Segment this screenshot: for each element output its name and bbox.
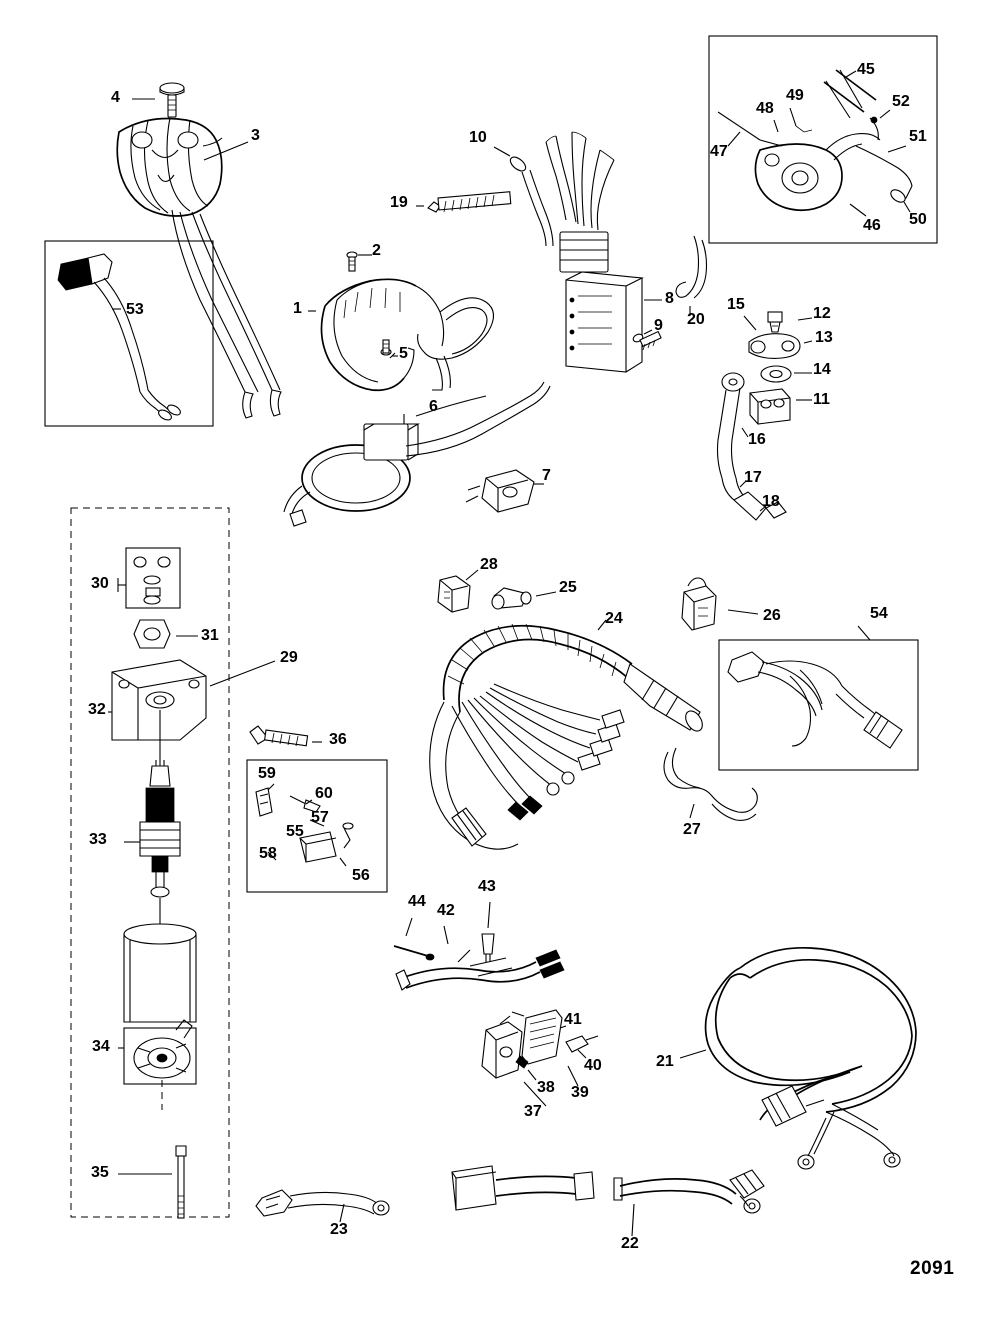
callout-20: 20 xyxy=(687,311,705,328)
part-31-nut xyxy=(134,620,198,648)
callout-50: 50 xyxy=(909,211,927,228)
part-30-solenoid-kit xyxy=(118,548,180,608)
part-25-fuse xyxy=(492,588,556,609)
callout-13: 13 xyxy=(815,329,833,346)
callout-57: 57 xyxy=(311,809,329,826)
callout-36: 36 xyxy=(329,731,347,748)
part-15-pointer xyxy=(744,316,756,330)
part-54-harness xyxy=(728,626,902,748)
callout-18: 18 xyxy=(762,493,780,510)
part-1-bracket-plate xyxy=(308,252,444,390)
callout-19: 19 xyxy=(390,194,408,211)
callout-55: 55 xyxy=(286,823,304,840)
callout-9: 9 xyxy=(654,317,663,334)
callout-26: 26 xyxy=(763,607,781,624)
callout-1: 1 xyxy=(293,300,302,317)
callout-58: 58 xyxy=(259,845,277,862)
callout-45: 45 xyxy=(857,61,875,78)
callout-31: 31 xyxy=(201,627,219,644)
callout-38: 38 xyxy=(537,1079,555,1096)
callout-25: 25 xyxy=(559,579,577,596)
callout-42: 42 xyxy=(437,902,455,919)
callout-16: 16 xyxy=(748,431,766,448)
part-4-screw xyxy=(132,83,184,117)
callout-7: 7 xyxy=(542,467,551,484)
callout-17: 17 xyxy=(744,469,762,486)
callout-53: 53 xyxy=(126,301,144,318)
callout-40: 40 xyxy=(584,1057,602,1074)
inset-box-upper-right xyxy=(709,36,937,243)
callout-32: 32 xyxy=(88,701,106,718)
part-12-screw xyxy=(768,312,812,332)
callout-11: 11 xyxy=(813,391,830,408)
callout-21: 21 xyxy=(656,1053,674,1070)
callout-39: 39 xyxy=(571,1084,589,1101)
part-44-pin xyxy=(394,918,434,960)
part-36-bolt xyxy=(250,726,322,746)
callout-23: 23 xyxy=(330,1221,348,1238)
callout-3: 3 xyxy=(251,127,260,144)
callout-46: 46 xyxy=(863,217,881,234)
part-35-through-bolt xyxy=(118,1146,186,1218)
part-23-cable xyxy=(256,1190,389,1222)
callout-6: 6 xyxy=(429,398,438,415)
part-43-terminal-pin xyxy=(482,902,494,962)
part-19-bolt xyxy=(416,192,511,212)
callout-22: 22 xyxy=(621,1235,639,1252)
part-1-harness-loop xyxy=(418,298,494,390)
callout-27: 27 xyxy=(683,821,701,838)
callout-14: 14 xyxy=(813,361,831,378)
part-34-end-cap xyxy=(118,1020,196,1110)
callout-52: 52 xyxy=(892,93,910,110)
part-22-cable-assembly xyxy=(614,1170,764,1236)
callout-33: 33 xyxy=(89,831,107,848)
callout-4: 4 xyxy=(111,89,120,106)
part-24-main-harness xyxy=(430,620,706,849)
part-3-mounting-bracket xyxy=(117,118,281,418)
callout-56: 56 xyxy=(352,867,370,884)
callout-34: 34 xyxy=(92,1038,110,1055)
callout-47: 47 xyxy=(710,143,728,160)
part-42-leads xyxy=(396,926,564,990)
callout-8: 8 xyxy=(665,290,674,307)
part-13-terminal xyxy=(749,334,812,359)
part-7-switch xyxy=(466,470,544,512)
part-20-clip xyxy=(676,236,707,316)
inset-detail-45-52 xyxy=(718,70,912,216)
callout-51: 51 xyxy=(909,128,927,145)
part-14-washer xyxy=(761,366,812,382)
callout-15: 15 xyxy=(727,296,745,313)
callout-28: 28 xyxy=(480,556,498,573)
callout-59: 59 xyxy=(258,765,276,782)
callout-5: 5 xyxy=(399,345,408,362)
part-33-starter-upper xyxy=(124,760,180,930)
callout-30: 30 xyxy=(91,575,109,592)
part-16-sender-rod xyxy=(718,373,749,478)
part-26-connector xyxy=(682,578,758,630)
part-21-battery-cables xyxy=(680,948,916,1169)
callout-12: 12 xyxy=(813,305,831,322)
callout-29: 29 xyxy=(280,649,298,666)
callout-43: 43 xyxy=(478,878,496,895)
part-unlabeled-cable-left xyxy=(452,1166,594,1210)
part-starter-body xyxy=(124,924,196,1022)
part-27-ground-cable xyxy=(664,748,757,820)
inset-box-starter-assembly xyxy=(71,508,229,1217)
part-8-wiring-harness xyxy=(546,132,662,372)
callout-24: 24 xyxy=(605,610,623,627)
callout-35: 35 xyxy=(91,1164,109,1181)
callout-41: 41 xyxy=(564,1011,582,1028)
callout-60: 60 xyxy=(315,785,333,802)
callout-44: 44 xyxy=(408,893,426,910)
callout-37: 37 xyxy=(524,1103,542,1120)
callout-49: 49 xyxy=(786,87,804,104)
callout-54: 54 xyxy=(870,605,888,622)
drawing-number: 2091 xyxy=(910,1258,955,1279)
part-11-sender-body xyxy=(750,389,812,424)
part-53-wiring-lead xyxy=(58,254,182,422)
part-28-connector xyxy=(438,570,478,612)
callout-48: 48 xyxy=(756,100,774,117)
callout-10: 10 xyxy=(469,129,487,146)
part-32-bracket xyxy=(108,660,275,770)
callout-2: 2 xyxy=(372,242,381,259)
